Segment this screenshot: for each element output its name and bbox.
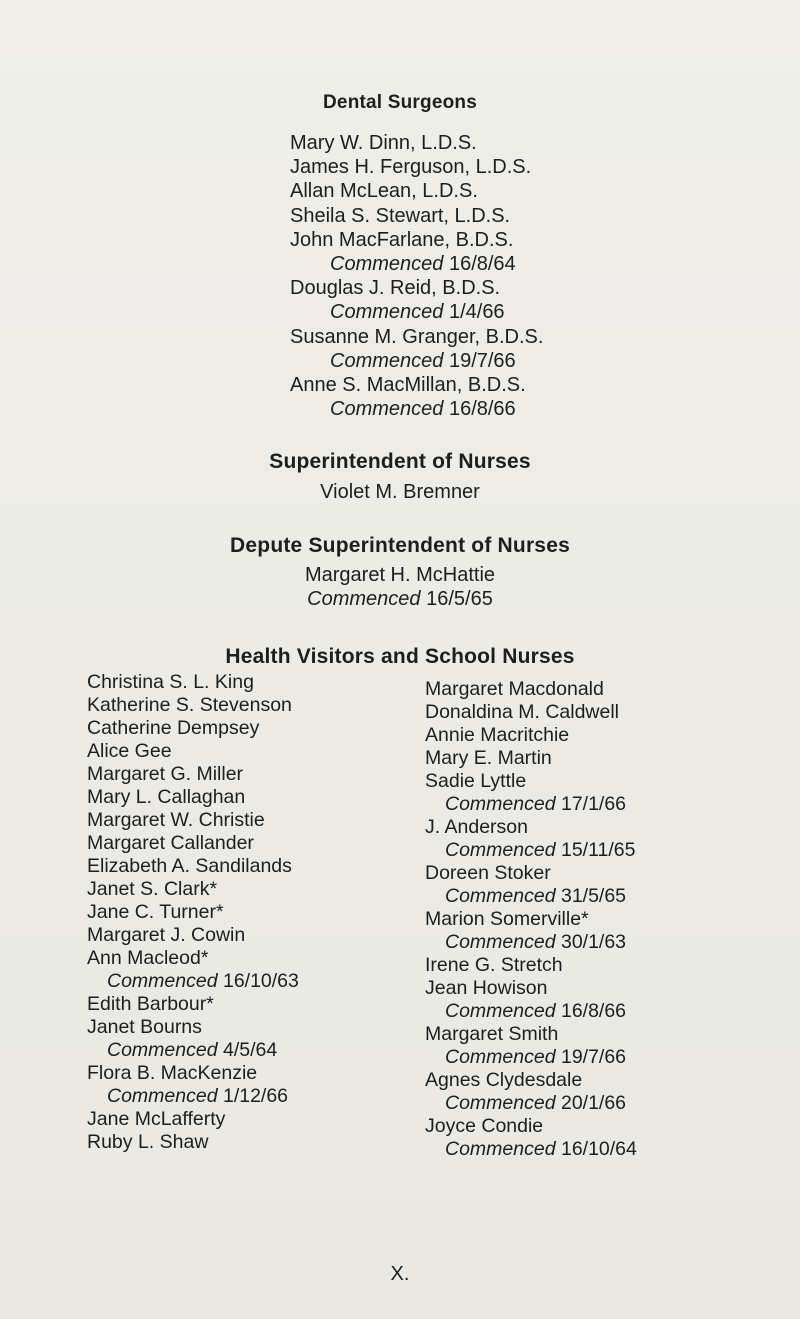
staff-name: Janet S. Clark* [87,878,218,900]
commenced-line [330,300,505,324]
staff-name: Douglas J. Reid, B.D.S. [290,277,501,300]
depute-superintendent-name: Margaret H. McHattie [304,564,496,586]
commenced-date: 17/1/66 [560,793,627,815]
staff-name: Marion Somerville* [425,908,589,930]
commenced-line [425,839,637,862]
commenced-label: Commenced [330,398,444,421]
depute-superintendent-heading: Depute Superintendent of Nurses [230,534,570,557]
health-visitors-right-column [425,678,637,1161]
commenced-date: 16/5/65 [426,588,493,610]
commenced-label: Commenced [445,793,556,815]
staff-name: Margaret G. Miller [87,763,244,785]
staff-name: Annie Macritchie [425,724,570,746]
commenced-label: Commenced [330,253,444,275]
staff-name: Donaldina M. Caldwell [425,701,620,723]
commenced-label: Commenced [107,970,218,992]
staff-name: Catherine Dempsey [87,717,260,739]
health-visitors-heading: Health Visitors and School Nurses [225,645,575,668]
staff-name: Joyce Condie [425,1115,544,1137]
commenced-line [87,1039,299,1062]
staff-name: Allan McLean, L.D.S. [290,180,478,203]
staff-name: Ruby L. Shaw [87,1131,209,1153]
staff-name: Katherine S. Stevenson [87,694,292,716]
staff-name: Margaret W. Christie [87,809,265,831]
commenced-line [330,397,516,421]
staff-name: Irene G. Stretch [425,954,563,976]
commenced-date: 31/5/65 [560,885,627,907]
staff-name: Margaret J. Cowin [87,924,246,946]
page-number: X. [390,1263,410,1285]
staff-name: Mary E. Martin [425,747,552,769]
staff-name: Alice Gee [87,740,172,762]
staff-name: Margaret Macdonald [425,678,604,700]
staff-name: Doreen Stoker [425,862,551,884]
commenced-date: 19/7/66 [560,1046,627,1068]
superintendent-heading: Superintendent of Nurses [269,450,531,473]
staff-name: Edith Barbour* [87,993,214,1015]
commenced-line [425,885,637,908]
staff-name: Mary W. Dinn, L.D.S. [290,132,477,154]
commenced-label: Commenced [107,1085,218,1107]
staff-name: Jean Howison [425,977,548,999]
staff-name: Margaret Smith [425,1023,559,1045]
staff-name: Agnes Clydesdale [425,1069,583,1091]
commenced-line [87,970,299,993]
commenced-date: 16/8/64 [448,253,516,275]
commenced-label: Commenced [445,885,556,907]
staff-name: Susanne M. Granger, B.D.S. [290,325,544,348]
commenced-date: 19/7/66 [448,349,516,372]
staff-name: Ann Macleod* [87,947,209,969]
commenced-line [87,1085,299,1108]
commenced-line [425,1046,637,1069]
health-visitors-left-column [87,671,299,1154]
commenced-date: 20/1/66 [560,1092,627,1114]
staff-name: Mary L. Callaghan [87,786,246,808]
commenced-date: 16/10/64 [560,1138,637,1160]
staff-name: Anne S. MacMillan, B.D.S. [290,374,526,396]
commenced-label: Commenced [445,1092,556,1114]
staff-name: Flora B. MacKenzie [87,1062,258,1084]
commenced-line [425,931,637,954]
staff-name: Jane McLafferty [87,1108,226,1130]
staff-name: J. Anderson [425,816,528,838]
commenced-label: Commenced [445,931,556,953]
staff-name: Margaret Callander [87,832,254,854]
staff-name: James H. Ferguson, L.D.S. [290,156,532,179]
commenced-label: Commenced [445,839,556,861]
staff-name: Jane C. Turner* [87,901,224,923]
superintendent-name: Violet M. Bremner [320,481,480,503]
staff-name: Christina S. L. King [87,671,254,693]
commenced-date: 15/11/65 [560,839,636,861]
staff-name: Sadie Lyttle [425,770,527,792]
commenced-label: Commenced [107,1039,218,1061]
commenced-line [330,349,516,373]
commenced-line [425,1000,637,1023]
commenced-line [425,793,637,816]
commenced-label: Commenced [445,1138,556,1160]
staff-name: Sheila S. Stewart, L.D.S. [290,204,511,227]
dental-surgeons-heading: Dental Surgeons [323,92,477,113]
commenced-label: Commenced [330,349,444,372]
commenced-label: Commenced [330,301,444,324]
commenced-line [425,1138,637,1161]
staff-name: Elizabeth A. Sandilands [87,855,292,877]
staff-name: John MacFarlane, B.D.S. [290,228,514,251]
commenced-date: 16/8/66 [560,1000,627,1022]
commenced-label: Commenced [307,588,421,610]
staff-name: Janet Bourns [87,1016,202,1038]
commenced-line [330,252,516,276]
commenced-date: 16/10/63 [222,970,299,992]
commenced-date: 16/8/66 [448,398,516,421]
commenced-date: 1/4/66 [448,301,505,324]
commenced-date: 30/1/63 [560,931,627,953]
depute-commenced-line [0,587,800,611]
commenced-date: 1/12/66 [222,1085,289,1107]
commenced-line [425,1092,637,1115]
commenced-label: Commenced [445,1000,556,1022]
commenced-date: 4/5/64 [222,1039,278,1061]
commenced-label: Commenced [445,1046,556,1068]
